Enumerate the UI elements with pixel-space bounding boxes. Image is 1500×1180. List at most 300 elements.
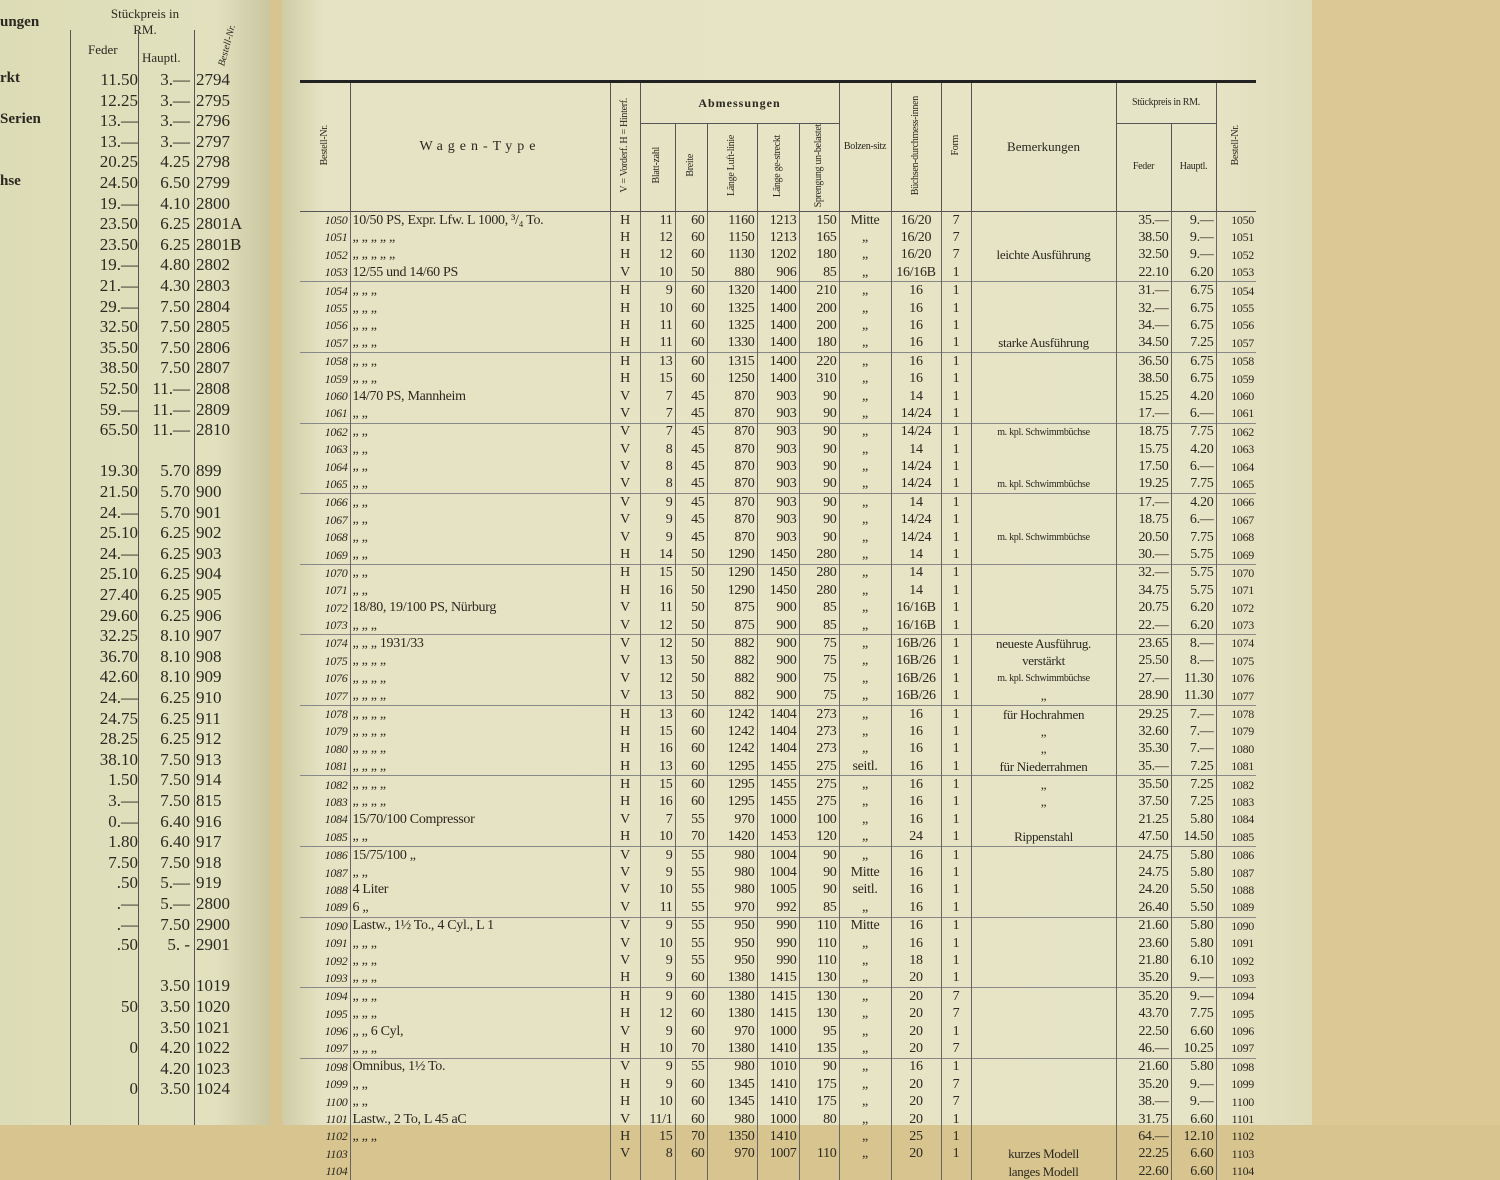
blattzahl: 9 bbox=[640, 988, 675, 1006]
table-row bbox=[300, 282, 1256, 300]
left-feder-price: 35.50 bbox=[99, 337, 138, 357]
left-hauptl-price: 6.25 bbox=[160, 729, 190, 749]
left-price-row bbox=[0, 132, 270, 152]
feder-price: 43.70 bbox=[1116, 1005, 1171, 1022]
laenge-luftlinie: 1325 bbox=[707, 300, 757, 317]
feder-price: 21.60 bbox=[1116, 917, 1171, 935]
left-price-row bbox=[0, 791, 270, 811]
bemerkung: langes Modell bbox=[971, 1163, 1116, 1180]
vorder-hinter: V bbox=[610, 846, 640, 864]
left-price-row bbox=[0, 523, 270, 543]
left-feder-price: 0 bbox=[129, 1038, 138, 1058]
left-feder-price: 25.10 bbox=[99, 523, 138, 543]
bemerkung bbox=[971, 441, 1116, 458]
laenge-luftlinie: 950 bbox=[707, 917, 757, 935]
vorder-hinter: H bbox=[610, 247, 640, 264]
left-price-row bbox=[0, 976, 270, 996]
laenge-gestreckt: 990 bbox=[757, 952, 799, 969]
left-order-nr: 899 bbox=[196, 461, 222, 481]
left-hauptl-header: Hauptl. bbox=[142, 50, 181, 65]
vorder-hinter: H bbox=[610, 229, 640, 246]
bolzensitz: Mitte bbox=[839, 917, 891, 935]
bemerkung bbox=[971, 282, 1116, 300]
blattzahl: 12 bbox=[640, 229, 675, 246]
bolzensitz: „ bbox=[839, 229, 891, 246]
left-feder-price: 32.25 bbox=[99, 626, 138, 646]
hauptl-price: 9.— bbox=[1171, 1076, 1216, 1093]
wagen-type: „ „ bbox=[350, 829, 610, 847]
hauptl-price: 5.80 bbox=[1171, 864, 1216, 881]
order-nr-right: 1060 bbox=[1216, 388, 1256, 405]
buechsen-durchmesser: 16 bbox=[891, 864, 941, 881]
feder-price: 17.— bbox=[1116, 405, 1171, 423]
hauptl-price: 6.20 bbox=[1171, 617, 1216, 635]
table-row bbox=[300, 564, 1256, 582]
order-nr-right: 1075 bbox=[1216, 653, 1256, 670]
table-row bbox=[300, 758, 1256, 776]
hauptl-price: 5.50 bbox=[1171, 882, 1216, 899]
vorder-hinter: V bbox=[610, 670, 640, 687]
form: 1 bbox=[941, 441, 971, 458]
laenge-luftlinie: 980 bbox=[707, 864, 757, 881]
left-nr-header: Bestell-Nr. bbox=[216, 23, 239, 68]
order-nr: 1064 bbox=[324, 459, 348, 474]
header-blattzahl: Blatt-zahl bbox=[640, 124, 675, 212]
header-abmessungen: Abmessungen bbox=[640, 82, 839, 124]
bolzensitz: „ bbox=[839, 1128, 891, 1145]
order-nr-right: 1082 bbox=[1216, 776, 1256, 794]
form: 1 bbox=[941, 653, 971, 670]
left-feder-price: 13.— bbox=[99, 111, 138, 131]
left-hauptl-price: 7.50 bbox=[160, 852, 190, 872]
order-nr: 1052 bbox=[324, 247, 348, 262]
left-feder-price: .— bbox=[116, 894, 138, 913]
blattzahl: 13 bbox=[640, 758, 675, 776]
order-nr: 1072 bbox=[324, 600, 348, 615]
wagen-type bbox=[350, 1163, 610, 1180]
left-page bbox=[0, 0, 270, 1125]
vorder-hinter: V bbox=[610, 635, 640, 653]
bemerkung bbox=[971, 388, 1116, 405]
left-hauptl-price: 5. - bbox=[167, 935, 190, 955]
left-order-nr: 916 bbox=[196, 811, 222, 831]
vorder-hinter: V bbox=[610, 405, 640, 423]
blattzahl: 9 bbox=[640, 846, 675, 864]
breite: 55 bbox=[675, 846, 707, 864]
left-price-row bbox=[0, 832, 270, 852]
left-price-row bbox=[0, 1059, 270, 1079]
form: 7 bbox=[941, 247, 971, 264]
table-row bbox=[300, 546, 1256, 564]
bolzensitz: „ bbox=[839, 1111, 891, 1128]
table-row bbox=[300, 670, 1256, 687]
sprengung: 310 bbox=[799, 370, 839, 387]
breite: 50 bbox=[675, 264, 707, 282]
bolzensitz: „ bbox=[839, 741, 891, 758]
wagen-type: „ „ bbox=[350, 564, 610, 582]
left-hauptl-price: 3.— bbox=[160, 111, 190, 131]
left-hauptl-price: 7.50 bbox=[160, 358, 190, 378]
left-feder-price: 21.50 bbox=[99, 482, 138, 501]
bemerkung bbox=[971, 564, 1116, 582]
left-hauptl-price: 7.50 bbox=[160, 296, 190, 316]
blattzahl: 9 bbox=[640, 512, 675, 529]
wagen-type: „ „ „ „ bbox=[350, 776, 610, 794]
order-nr-right: 1072 bbox=[1216, 600, 1256, 617]
breite: 55 bbox=[675, 864, 707, 881]
blattzahl: 10 bbox=[640, 300, 675, 317]
table-row bbox=[300, 988, 1256, 1006]
table-row bbox=[300, 405, 1256, 423]
bolzensitz: „ bbox=[839, 705, 891, 723]
form: 7 bbox=[941, 229, 971, 246]
sprengung: 90 bbox=[799, 458, 839, 475]
wagen-type: „ „ bbox=[350, 1093, 610, 1110]
vorder-hinter: V bbox=[610, 935, 640, 952]
feder-price: 24.20 bbox=[1116, 882, 1171, 899]
blattzahl: 13 bbox=[640, 687, 675, 705]
buechsen-durchmesser: 16/20 bbox=[891, 247, 941, 264]
breite: 60 bbox=[675, 723, 707, 740]
laenge-luftlinie: 1380 bbox=[707, 970, 757, 988]
bemerkung: Rippenstahl bbox=[971, 829, 1116, 847]
left-price-row bbox=[0, 997, 270, 1017]
vorder-hinter: H bbox=[610, 970, 640, 988]
spring-price-table bbox=[300, 80, 1256, 1180]
table-row bbox=[300, 705, 1256, 723]
breite: 45 bbox=[675, 405, 707, 423]
feder-price: 29.25 bbox=[1116, 705, 1171, 723]
left-feder-price: 38.10 bbox=[99, 749, 138, 769]
buechsen-durchmesser: 16 bbox=[891, 335, 941, 353]
table-row bbox=[300, 1128, 1256, 1145]
hauptl-price: 7.75 bbox=[1171, 423, 1216, 441]
blattzahl: 13 bbox=[640, 353, 675, 371]
order-nr-right: 1084 bbox=[1216, 811, 1256, 828]
feder-price: 32.50 bbox=[1116, 247, 1171, 264]
breite: 45 bbox=[675, 529, 707, 546]
vorder-hinter: H bbox=[610, 564, 640, 582]
order-nr: 1094 bbox=[300, 988, 350, 1006]
blattzahl: 9 bbox=[640, 1023, 675, 1040]
order-nr-right: 1059 bbox=[1216, 370, 1256, 387]
hauptl-price: 6.75 bbox=[1171, 317, 1216, 334]
order-nr-right: 1091 bbox=[1216, 935, 1256, 952]
vorder-hinter: V bbox=[610, 423, 640, 441]
form: 1 bbox=[941, 617, 971, 635]
form: 1 bbox=[941, 811, 971, 828]
bolzensitz: „ bbox=[839, 423, 891, 441]
header-wagen-type: Wagen-Type bbox=[350, 82, 610, 212]
form: 1 bbox=[941, 600, 971, 617]
left-hauptl-price: 4.25 bbox=[160, 152, 190, 172]
left-price-row bbox=[0, 194, 270, 214]
laenge-luftlinie: 870 bbox=[707, 388, 757, 405]
table-row bbox=[300, 529, 1256, 546]
feder-price: 22.— bbox=[1116, 617, 1171, 635]
laenge-gestreckt: 1213 bbox=[757, 229, 799, 246]
left-order-nr: 911 bbox=[196, 708, 221, 728]
left-feder-price: 1.50 bbox=[108, 770, 138, 790]
left-hauptl-price: 5.— bbox=[160, 894, 190, 913]
left-feder-price: 24.— bbox=[99, 502, 138, 522]
sprengung: 85 bbox=[799, 600, 839, 617]
header-nr-right: Bestell-Nr. bbox=[1216, 82, 1256, 212]
blattzahl: 16 bbox=[640, 582, 675, 599]
vorder-hinter: H bbox=[610, 211, 640, 229]
feder-price: 30.— bbox=[1116, 546, 1171, 564]
order-nr-right: 1094 bbox=[1216, 988, 1256, 1006]
sprengung: 75 bbox=[799, 670, 839, 687]
table-row bbox=[300, 264, 1256, 282]
buechsen-durchmesser: 16 bbox=[891, 741, 941, 758]
bolzensitz: seitl. bbox=[839, 882, 891, 899]
wagen-type: „ „ „ „ „ bbox=[350, 229, 610, 246]
laenge-luftlinie: 1345 bbox=[707, 1076, 757, 1093]
order-nr-right: 1056 bbox=[1216, 317, 1256, 334]
left-order-nr: 2809 bbox=[196, 399, 230, 419]
left-price-row bbox=[0, 214, 270, 234]
laenge-luftlinie: 1290 bbox=[707, 564, 757, 582]
left-order-nr: 907 bbox=[196, 626, 222, 646]
left-price-row bbox=[0, 317, 270, 337]
sprengung: 90 bbox=[799, 405, 839, 423]
bemerkung bbox=[971, 353, 1116, 371]
table-row bbox=[300, 229, 1256, 246]
order-nr-right: 1074 bbox=[1216, 635, 1256, 653]
bemerkung bbox=[971, 917, 1116, 935]
sprengung: 85 bbox=[799, 899, 839, 917]
vorder-hinter: V bbox=[610, 1058, 640, 1076]
wagen-type: „ „ „ bbox=[350, 1128, 610, 1145]
breite: 60 bbox=[675, 794, 707, 811]
blattzahl: 8 bbox=[640, 1146, 675, 1163]
laenge-luftlinie: 1380 bbox=[707, 1005, 757, 1022]
header-hauptl: Hauptl. bbox=[1171, 124, 1216, 212]
bolzensitz: seitl. bbox=[839, 758, 891, 776]
left-feder-price: 24.— bbox=[99, 688, 138, 707]
order-nr: 1081 bbox=[324, 759, 348, 774]
bolzensitz: „ bbox=[839, 582, 891, 599]
vorder-hinter: H bbox=[610, 741, 640, 758]
breite: 60 bbox=[675, 335, 707, 353]
feder-price: 22.10 bbox=[1116, 264, 1171, 282]
left-feder-price: 19.— bbox=[99, 255, 138, 275]
left-feder-price: 29.— bbox=[99, 296, 138, 316]
laenge-luftlinie: 980 bbox=[707, 846, 757, 864]
breite: 55 bbox=[675, 1058, 707, 1076]
bemerkung bbox=[971, 1040, 1116, 1058]
laenge-luftlinie: 870 bbox=[707, 494, 757, 512]
sprengung: 165 bbox=[799, 229, 839, 246]
left-hauptl-price: 3.50 bbox=[160, 976, 190, 996]
order-nr: 1103 bbox=[325, 1146, 348, 1161]
hauptl-price: 5.80 bbox=[1171, 811, 1216, 828]
bolzensitz: „ bbox=[839, 282, 891, 300]
left-order-nr: 2810 bbox=[196, 420, 230, 440]
left-feder-price: 32.50 bbox=[99, 317, 138, 337]
hauptl-price: 6.60 bbox=[1171, 1163, 1216, 1180]
left-feder-price: 27.40 bbox=[99, 585, 138, 604]
form: 1 bbox=[941, 635, 971, 653]
sprengung: 110 bbox=[799, 935, 839, 952]
header-nr: Bestell-Nr. bbox=[300, 82, 350, 212]
wagen-type: „ „ bbox=[350, 864, 610, 881]
order-nr: 1076 bbox=[324, 671, 348, 686]
laenge-gestreckt: 1400 bbox=[757, 370, 799, 387]
bolzensitz: „ bbox=[839, 388, 891, 405]
sprengung: 85 bbox=[799, 617, 839, 635]
hauptl-price: 4.20 bbox=[1171, 441, 1216, 458]
left-price-row bbox=[0, 503, 270, 523]
header-sprengung: Sprengung un-belastet bbox=[799, 124, 839, 212]
table-row bbox=[300, 335, 1256, 353]
wagen-type: „ „ „ bbox=[350, 370, 610, 387]
bolzensitz: „ bbox=[839, 441, 891, 458]
hauptl-price: 7.75 bbox=[1171, 476, 1216, 494]
laenge-luftlinie: 1242 bbox=[707, 723, 757, 740]
left-hauptl-price: 6.40 bbox=[160, 811, 190, 831]
order-nr-right: 1065 bbox=[1216, 476, 1256, 494]
form: 1 bbox=[941, 776, 971, 794]
order-nr: 1101 bbox=[325, 1112, 348, 1127]
left-hauptl-price: 6.25 bbox=[160, 523, 190, 543]
sprengung: 120 bbox=[799, 829, 839, 847]
blattzahl: 11 bbox=[640, 600, 675, 617]
wagen-type: „ „ „ „ bbox=[350, 723, 610, 740]
wagen-type: „ „ bbox=[350, 546, 610, 564]
order-nr-right: 1101 bbox=[1216, 1111, 1256, 1128]
breite: 55 bbox=[675, 899, 707, 917]
laenge-gestreckt: 990 bbox=[757, 917, 799, 935]
bemerkung bbox=[971, 988, 1116, 1006]
left-price-row bbox=[0, 729, 270, 749]
wagen-type: „ „ „ „ bbox=[350, 670, 610, 687]
blattzahl: 9 bbox=[640, 529, 675, 546]
buechsen-durchmesser: 16 bbox=[891, 811, 941, 828]
sprengung bbox=[799, 1128, 839, 1145]
bolzensitz: Mitte bbox=[839, 864, 891, 881]
laenge-gestreckt: 900 bbox=[757, 670, 799, 687]
form: 1 bbox=[941, 494, 971, 512]
breite: 45 bbox=[675, 423, 707, 441]
laenge-gestreckt: 1404 bbox=[757, 723, 799, 740]
left-hauptl-price: 6.50 bbox=[160, 173, 190, 192]
wagen-type: 4 Liter bbox=[350, 882, 610, 899]
laenge-luftlinie: 1345 bbox=[707, 1093, 757, 1110]
sprengung: 175 bbox=[799, 1076, 839, 1093]
form: 1 bbox=[941, 529, 971, 546]
left-price-row bbox=[0, 544, 270, 564]
breite: 60 bbox=[675, 705, 707, 723]
vorder-hinter: H bbox=[610, 988, 640, 1006]
vorder-hinter: H bbox=[610, 776, 640, 794]
laenge-luftlinie bbox=[707, 1163, 757, 1180]
left-price-row bbox=[0, 358, 270, 378]
feder-price: 21.25 bbox=[1116, 811, 1171, 828]
order-nr: 1067 bbox=[324, 512, 348, 527]
blattzahl: 15 bbox=[640, 370, 675, 387]
breite: 60 bbox=[675, 1146, 707, 1163]
order-nr-right: 1097 bbox=[1216, 1040, 1256, 1058]
buechsen-durchmesser: 20 bbox=[891, 1040, 941, 1058]
form: 1 bbox=[941, 741, 971, 758]
sprengung: 275 bbox=[799, 794, 839, 811]
order-nr-right: 1066 bbox=[1216, 494, 1256, 512]
table-row bbox=[300, 882, 1256, 899]
table-row bbox=[300, 723, 1256, 740]
laenge-luftlinie: 1150 bbox=[707, 229, 757, 246]
order-nr: 1063 bbox=[324, 442, 348, 457]
order-nr: 1060 bbox=[324, 389, 348, 403]
order-nr: 1098 bbox=[300, 1058, 350, 1076]
wagen-type: „ „ bbox=[350, 1076, 610, 1093]
laenge-gestreckt: 1000 bbox=[757, 1111, 799, 1128]
hauptl-price: 12.10 bbox=[1171, 1128, 1216, 1145]
feder-price: 27.— bbox=[1116, 670, 1171, 687]
left-price-row bbox=[0, 235, 270, 255]
header-bemerkungen: Bemerkungen bbox=[971, 82, 1116, 212]
form: 1 bbox=[941, 970, 971, 988]
laenge-gestreckt: 1202 bbox=[757, 247, 799, 264]
table-row bbox=[300, 1076, 1256, 1093]
left-order-nr: 1020 bbox=[196, 997, 230, 1016]
table-row bbox=[300, 494, 1256, 512]
laenge-luftlinie: 1250 bbox=[707, 370, 757, 387]
left-hauptl-price: 4.10 bbox=[160, 193, 190, 213]
blattzahl: 9 bbox=[640, 970, 675, 988]
sprengung: 275 bbox=[799, 776, 839, 794]
order-nr-right: 1095 bbox=[1216, 1005, 1256, 1022]
order-nr: 1073 bbox=[324, 618, 348, 633]
order-nr: 1050 bbox=[324, 213, 348, 228]
hauptl-price: 7.25 bbox=[1171, 794, 1216, 811]
left-hauptl-price: 11.— bbox=[152, 420, 190, 440]
sprengung: 180 bbox=[799, 247, 839, 264]
vorder-hinter: V bbox=[610, 600, 640, 617]
hauptl-price: 7.75 bbox=[1171, 529, 1216, 546]
left-order-nr: 2801B bbox=[196, 234, 242, 254]
bolzensitz: „ bbox=[839, 1040, 891, 1058]
hauptl-price: 8.— bbox=[1171, 635, 1216, 653]
buechsen-durchmesser: 24 bbox=[891, 829, 941, 847]
laenge-luftlinie: 1330 bbox=[707, 335, 757, 353]
form: 1 bbox=[941, 512, 971, 529]
laenge-luftlinie: 1242 bbox=[707, 705, 757, 723]
left-price-row bbox=[0, 173, 270, 193]
vorder-hinter: V bbox=[610, 1023, 640, 1040]
vorder-hinter: H bbox=[610, 1128, 640, 1145]
buechsen-durchmesser: 16 bbox=[891, 353, 941, 371]
form: 1 bbox=[941, 935, 971, 952]
order-nr: 1082 bbox=[300, 776, 350, 794]
laenge-gestreckt: 903 bbox=[757, 494, 799, 512]
left-order-nr: 2807 bbox=[196, 358, 230, 378]
sprengung: 110 bbox=[799, 952, 839, 969]
buechsen-durchmesser bbox=[891, 1163, 941, 1180]
left-price-row bbox=[0, 935, 270, 955]
buechsen-durchmesser: 20 bbox=[891, 1146, 941, 1163]
laenge-gestreckt: 1004 bbox=[757, 846, 799, 864]
order-nr-right: 1064 bbox=[1216, 458, 1256, 475]
left-order-nr: 903 bbox=[196, 543, 222, 563]
order-nr-right: 1104 bbox=[1216, 1163, 1256, 1180]
hauptl-price: 5.75 bbox=[1171, 546, 1216, 564]
order-nr: 1077 bbox=[324, 688, 348, 703]
breite: 60 bbox=[675, 353, 707, 371]
left-feder-price: 59.— bbox=[99, 399, 138, 419]
table-row bbox=[300, 388, 1256, 405]
